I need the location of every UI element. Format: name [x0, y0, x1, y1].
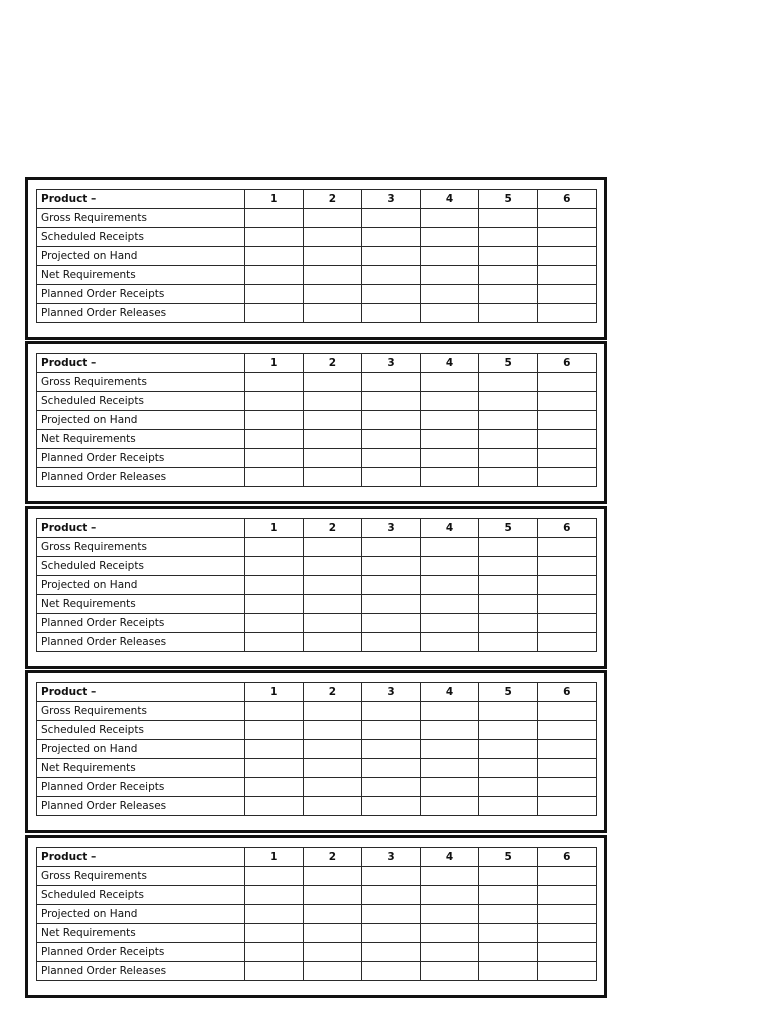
period-header: 2	[303, 519, 362, 538]
entry-cell[interactable]	[245, 468, 304, 487]
entry-cell[interactable]	[245, 430, 304, 449]
entry-cell[interactable]	[537, 943, 596, 962]
entry-cell[interactable]	[303, 702, 362, 721]
table-row	[37, 304, 597, 323]
row-label: Net Requirements	[37, 924, 245, 943]
entry-cell[interactable]	[537, 905, 596, 924]
entry-cell[interactable]	[362, 905, 421, 924]
period-header: 3	[362, 354, 421, 373]
entry-cell[interactable]	[479, 228, 538, 247]
entry-cell[interactable]	[420, 392, 479, 411]
entry-cell[interactable]	[479, 538, 538, 557]
entry-cell[interactable]	[303, 430, 362, 449]
mrp-table-block	[25, 177, 607, 340]
table-row	[37, 943, 597, 962]
entry-cell[interactable]	[537, 886, 596, 905]
period-header: 5	[479, 683, 538, 702]
entry-cell[interactable]	[479, 595, 538, 614]
entry-cell[interactable]	[479, 247, 538, 266]
row-label: Projected on Hand	[37, 576, 245, 595]
period-header: 6	[537, 354, 596, 373]
product-label: Product –	[37, 519, 245, 538]
entry-cell[interactable]	[537, 449, 596, 468]
entry-cell[interactable]	[479, 373, 538, 392]
entry-cell[interactable]	[245, 266, 304, 285]
entry-cell[interactable]	[362, 209, 421, 228]
mrp-table-block	[25, 506, 607, 669]
mrp-table-block	[25, 835, 607, 998]
period-header: 4	[420, 190, 479, 209]
entry-cell[interactable]	[479, 411, 538, 430]
table-row	[37, 867, 597, 886]
entry-cell[interactable]	[303, 721, 362, 740]
table-row	[37, 633, 597, 652]
row-label: Scheduled Receipts	[37, 228, 245, 247]
table-row	[37, 285, 597, 304]
entry-cell[interactable]	[362, 595, 421, 614]
mrp-table	[36, 353, 597, 487]
entry-cell[interactable]	[420, 247, 479, 266]
entry-cell[interactable]	[362, 557, 421, 576]
entry-cell[interactable]	[479, 905, 538, 924]
entry-cell[interactable]	[420, 797, 479, 816]
table-row	[37, 721, 597, 740]
table-row	[37, 247, 597, 266]
entry-cell[interactable]	[362, 449, 421, 468]
entry-cell[interactable]	[245, 285, 304, 304]
entry-cell[interactable]	[362, 228, 421, 247]
table-row	[37, 886, 597, 905]
table-row	[37, 468, 597, 487]
row-label: Projected on Hand	[37, 247, 245, 266]
entry-cell[interactable]	[420, 924, 479, 943]
row-label: Net Requirements	[37, 759, 245, 778]
entry-cell[interactable]	[245, 886, 304, 905]
period-header: 2	[303, 354, 362, 373]
entry-cell[interactable]	[303, 595, 362, 614]
table-row	[37, 538, 597, 557]
entry-cell[interactable]	[362, 614, 421, 633]
entry-cell[interactable]	[537, 392, 596, 411]
row-label: Planned Order Receipts	[37, 614, 245, 633]
entry-cell[interactable]	[537, 430, 596, 449]
entry-cell[interactable]	[303, 228, 362, 247]
entry-cell[interactable]	[479, 721, 538, 740]
period-header: 2	[303, 683, 362, 702]
mrp-table	[36, 847, 597, 981]
entry-cell[interactable]	[245, 924, 304, 943]
entry-cell[interactable]	[362, 266, 421, 285]
entry-cell[interactable]	[362, 886, 421, 905]
entry-cell[interactable]	[479, 886, 538, 905]
entry-cell[interactable]	[245, 759, 304, 778]
row-label: Gross Requirements	[37, 209, 245, 228]
product-label: Product –	[37, 354, 245, 373]
entry-cell[interactable]	[245, 633, 304, 652]
row-label: Gross Requirements	[37, 538, 245, 557]
entry-cell[interactable]	[303, 576, 362, 595]
period-header: 1	[245, 354, 304, 373]
entry-cell[interactable]	[420, 943, 479, 962]
table-row	[37, 449, 597, 468]
period-header: 6	[537, 519, 596, 538]
entry-cell[interactable]	[420, 576, 479, 595]
entry-cell[interactable]	[537, 411, 596, 430]
entry-cell[interactable]	[303, 209, 362, 228]
row-label: Scheduled Receipts	[37, 886, 245, 905]
entry-cell[interactable]	[245, 538, 304, 557]
entry-cell[interactable]	[420, 557, 479, 576]
entry-cell[interactable]	[537, 740, 596, 759]
table-row	[37, 962, 597, 981]
entry-cell[interactable]	[303, 266, 362, 285]
table-header-row	[37, 190, 597, 209]
entry-cell[interactable]	[479, 867, 538, 886]
entry-cell[interactable]	[537, 538, 596, 557]
table-row	[37, 595, 597, 614]
period-header: 3	[362, 519, 421, 538]
entry-cell[interactable]	[537, 266, 596, 285]
table-row	[37, 702, 597, 721]
entry-cell[interactable]	[479, 614, 538, 633]
period-header: 3	[362, 848, 421, 867]
row-label: Scheduled Receipts	[37, 392, 245, 411]
period-header: 4	[420, 683, 479, 702]
period-header: 2	[303, 848, 362, 867]
table-row	[37, 924, 597, 943]
entry-cell[interactable]	[245, 392, 304, 411]
row-label: Gross Requirements	[37, 373, 245, 392]
table-row	[37, 614, 597, 633]
entry-cell[interactable]	[420, 702, 479, 721]
entry-cell[interactable]	[479, 759, 538, 778]
entry-cell[interactable]	[362, 633, 421, 652]
table-row	[37, 411, 597, 430]
entry-cell[interactable]	[537, 759, 596, 778]
entry-cell[interactable]	[362, 740, 421, 759]
entry-cell[interactable]	[537, 702, 596, 721]
entry-cell[interactable]	[245, 867, 304, 886]
entry-cell[interactable]	[362, 468, 421, 487]
entry-cell[interactable]	[362, 304, 421, 323]
entry-cell[interactable]	[479, 209, 538, 228]
entry-cell[interactable]	[245, 557, 304, 576]
entry-cell[interactable]	[303, 924, 362, 943]
entry-cell[interactable]	[420, 285, 479, 304]
entry-cell[interactable]	[303, 962, 362, 981]
row-label: Scheduled Receipts	[37, 557, 245, 576]
entry-cell[interactable]	[362, 867, 421, 886]
table-header-row	[37, 848, 597, 867]
entry-cell[interactable]	[245, 576, 304, 595]
row-label: Planned Order Releases	[37, 468, 245, 487]
entry-cell[interactable]	[479, 702, 538, 721]
entry-cell[interactable]	[362, 797, 421, 816]
entry-cell[interactable]	[420, 778, 479, 797]
entry-cell[interactable]	[420, 740, 479, 759]
entry-cell[interactable]	[420, 614, 479, 633]
entry-cell[interactable]	[479, 740, 538, 759]
period-header: 6	[537, 848, 596, 867]
table-row	[37, 740, 597, 759]
entry-cell[interactable]	[362, 392, 421, 411]
entry-cell[interactable]	[245, 962, 304, 981]
row-label: Gross Requirements	[37, 702, 245, 721]
period-header: 4	[420, 848, 479, 867]
entry-cell[interactable]	[245, 373, 304, 392]
entry-cell[interactable]	[303, 247, 362, 266]
mrp-table	[36, 189, 597, 323]
period-header: 3	[362, 683, 421, 702]
entry-cell[interactable]	[362, 702, 421, 721]
period-header: 1	[245, 848, 304, 867]
table-row	[37, 266, 597, 285]
table-row	[37, 576, 597, 595]
entry-cell[interactable]	[362, 576, 421, 595]
row-label: Projected on Hand	[37, 411, 245, 430]
product-label: Product –	[37, 683, 245, 702]
entry-cell[interactable]	[303, 449, 362, 468]
entry-cell[interactable]	[420, 595, 479, 614]
entry-cell[interactable]	[303, 943, 362, 962]
entry-cell[interactable]	[420, 962, 479, 981]
entry-cell[interactable]	[537, 721, 596, 740]
row-label: Planned Order Releases	[37, 797, 245, 816]
entry-cell[interactable]	[420, 304, 479, 323]
table-row	[37, 759, 597, 778]
row-label: Planned Order Releases	[37, 304, 245, 323]
entry-cell[interactable]	[420, 905, 479, 924]
row-label: Projected on Hand	[37, 740, 245, 759]
entry-cell[interactable]	[362, 924, 421, 943]
entry-cell[interactable]	[362, 538, 421, 557]
entry-cell[interactable]	[479, 924, 538, 943]
entry-cell[interactable]	[303, 285, 362, 304]
period-header: 5	[479, 354, 538, 373]
entry-cell[interactable]	[303, 886, 362, 905]
entry-cell[interactable]	[537, 797, 596, 816]
entry-cell[interactable]	[537, 247, 596, 266]
period-header: 6	[537, 683, 596, 702]
entry-cell[interactable]	[420, 633, 479, 652]
entry-cell[interactable]	[479, 557, 538, 576]
row-label: Projected on Hand	[37, 905, 245, 924]
table-header-row	[37, 354, 597, 373]
entry-cell[interactable]	[303, 797, 362, 816]
row-label: Planned Order Receipts	[37, 285, 245, 304]
mrp-table-block	[25, 341, 607, 504]
entry-cell[interactable]	[479, 576, 538, 595]
entry-cell[interactable]	[362, 247, 421, 266]
row-label: Net Requirements	[37, 266, 245, 285]
mrp-table	[36, 682, 597, 816]
period-header: 5	[479, 190, 538, 209]
entry-cell[interactable]	[537, 924, 596, 943]
entry-cell[interactable]	[479, 962, 538, 981]
entry-cell[interactable]	[479, 304, 538, 323]
entry-cell[interactable]	[420, 209, 479, 228]
entry-cell[interactable]	[537, 595, 596, 614]
mrp-table	[36, 518, 597, 652]
entry-cell[interactable]	[303, 905, 362, 924]
entry-cell[interactable]	[479, 797, 538, 816]
table-row	[37, 392, 597, 411]
row-label: Gross Requirements	[37, 867, 245, 886]
entry-cell[interactable]	[537, 633, 596, 652]
entry-cell[interactable]	[303, 759, 362, 778]
entry-cell[interactable]	[245, 449, 304, 468]
entry-cell[interactable]	[537, 557, 596, 576]
entry-cell[interactable]	[537, 614, 596, 633]
entry-cell[interactable]	[537, 867, 596, 886]
entry-cell[interactable]	[479, 633, 538, 652]
entry-cell[interactable]	[537, 209, 596, 228]
period-header: 5	[479, 519, 538, 538]
entry-cell[interactable]	[245, 778, 304, 797]
period-header: 1	[245, 519, 304, 538]
period-header: 2	[303, 190, 362, 209]
table-row	[37, 209, 597, 228]
entry-cell[interactable]	[245, 304, 304, 323]
table-row	[37, 797, 597, 816]
entry-cell[interactable]	[245, 614, 304, 633]
entry-cell[interactable]	[537, 576, 596, 595]
entry-cell[interactable]	[479, 778, 538, 797]
entry-cell[interactable]	[303, 411, 362, 430]
entry-cell[interactable]	[245, 797, 304, 816]
entry-cell[interactable]	[303, 392, 362, 411]
row-label: Planned Order Receipts	[37, 449, 245, 468]
entry-cell[interactable]	[420, 759, 479, 778]
period-header: 4	[420, 354, 479, 373]
entry-cell[interactable]	[420, 373, 479, 392]
period-header: 4	[420, 519, 479, 538]
entry-cell[interactable]	[303, 557, 362, 576]
entry-cell[interactable]	[420, 411, 479, 430]
table-row	[37, 430, 597, 449]
period-header: 6	[537, 190, 596, 209]
entry-cell[interactable]	[537, 304, 596, 323]
entry-cell[interactable]	[245, 702, 304, 721]
entry-cell[interactable]	[245, 247, 304, 266]
mrp-table-block	[25, 670, 607, 833]
entry-cell[interactable]	[479, 392, 538, 411]
entry-cell[interactable]	[537, 468, 596, 487]
entry-cell[interactable]	[303, 740, 362, 759]
table-header-row	[37, 683, 597, 702]
entry-cell[interactable]	[245, 905, 304, 924]
entry-cell[interactable]	[362, 373, 421, 392]
entry-cell[interactable]	[362, 778, 421, 797]
entry-cell[interactable]	[303, 614, 362, 633]
entry-cell[interactable]	[245, 721, 304, 740]
entry-cell[interactable]	[537, 373, 596, 392]
row-label: Net Requirements	[37, 430, 245, 449]
entry-cell[interactable]	[537, 778, 596, 797]
entry-cell[interactable]	[420, 867, 479, 886]
entry-cell[interactable]	[479, 468, 538, 487]
entry-cell[interactable]	[420, 468, 479, 487]
entry-cell[interactable]	[245, 209, 304, 228]
entry-cell[interactable]	[362, 721, 421, 740]
entry-cell[interactable]	[303, 373, 362, 392]
entry-cell[interactable]	[245, 411, 304, 430]
period-header: 3	[362, 190, 421, 209]
table-row	[37, 905, 597, 924]
entry-cell[interactable]	[303, 468, 362, 487]
row-label: Planned Order Releases	[37, 633, 245, 652]
entry-cell[interactable]	[420, 266, 479, 285]
product-label: Product –	[37, 190, 245, 209]
entry-cell[interactable]	[303, 304, 362, 323]
entry-cell[interactable]	[245, 740, 304, 759]
entry-cell[interactable]	[245, 595, 304, 614]
entry-cell[interactable]	[479, 449, 538, 468]
table-header-row	[37, 519, 597, 538]
entry-cell[interactable]	[362, 430, 421, 449]
row-label: Scheduled Receipts	[37, 721, 245, 740]
period-header: 1	[245, 190, 304, 209]
entry-cell[interactable]	[420, 721, 479, 740]
entry-cell[interactable]	[245, 943, 304, 962]
row-label: Planned Order Receipts	[37, 778, 245, 797]
entry-cell[interactable]	[362, 759, 421, 778]
table-row	[37, 228, 597, 247]
entry-cell[interactable]	[479, 285, 538, 304]
row-label: Planned Order Receipts	[37, 943, 245, 962]
entry-cell[interactable]	[420, 430, 479, 449]
entry-cell[interactable]	[537, 285, 596, 304]
entry-cell[interactable]	[420, 228, 479, 247]
entry-cell[interactable]	[303, 538, 362, 557]
entry-cell[interactable]	[420, 538, 479, 557]
row-label: Planned Order Releases	[37, 962, 245, 981]
entry-cell[interactable]	[303, 778, 362, 797]
entry-cell[interactable]	[479, 266, 538, 285]
product-label: Product –	[37, 848, 245, 867]
entry-cell[interactable]	[537, 962, 596, 981]
entry-cell[interactable]	[303, 633, 362, 652]
table-row	[37, 373, 597, 392]
entry-cell[interactable]	[362, 962, 421, 981]
entry-cell[interactable]	[362, 943, 421, 962]
period-header: 1	[245, 683, 304, 702]
entry-cell[interactable]	[420, 886, 479, 905]
table-row	[37, 778, 597, 797]
entry-cell[interactable]	[479, 430, 538, 449]
entry-cell[interactable]	[420, 449, 479, 468]
entry-cell[interactable]	[303, 867, 362, 886]
row-label: Net Requirements	[37, 595, 245, 614]
entry-cell[interactable]	[362, 285, 421, 304]
entry-cell[interactable]	[245, 228, 304, 247]
period-header: 5	[479, 848, 538, 867]
entry-cell[interactable]	[362, 411, 421, 430]
table-row	[37, 557, 597, 576]
entry-cell[interactable]	[479, 943, 538, 962]
entry-cell[interactable]	[537, 228, 596, 247]
